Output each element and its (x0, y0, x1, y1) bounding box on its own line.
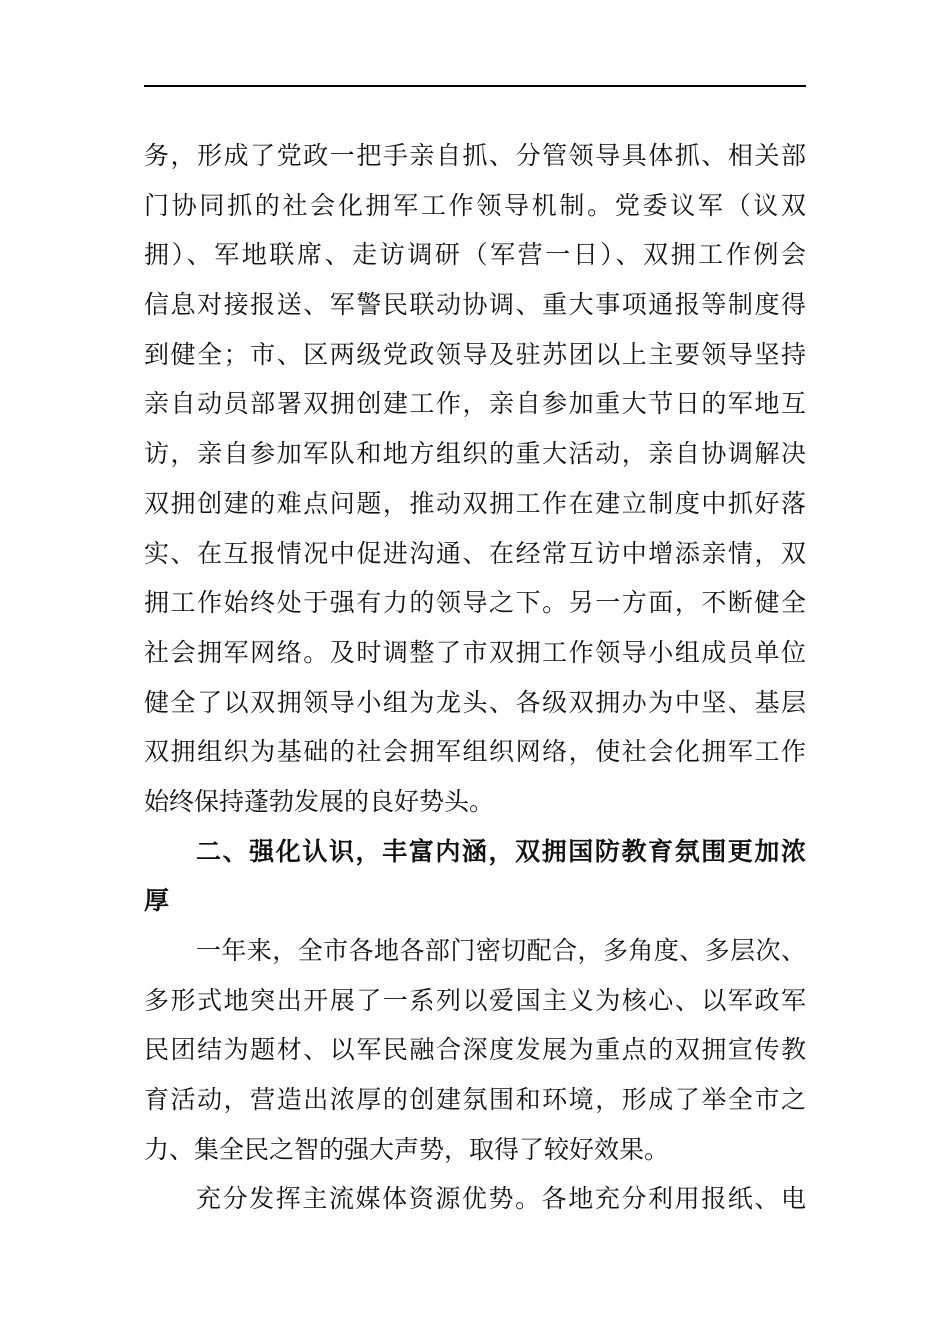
text-line: 访，亲自参加军队和地方组织的重大活动，亲自协调解决 (144, 439, 806, 469)
section-heading (144, 827, 806, 926)
text-line: 拥工作始终处于强有力的领导之下。另一方面，不断健全 (144, 588, 806, 618)
text-line: 实、在互报情况中促进沟通、在经常互访中增添亲情，双 (144, 538, 806, 568)
text-line: 门协同抓的社会化拥军工作领导机制。党委议军（议双 (144, 190, 806, 220)
text-line: 充分发挥主流媒体资源优势。各地充分利用报纸、电 (196, 1184, 806, 1214)
text-line: 始终保持蓬勃发展的良好势头。 (144, 786, 495, 816)
document-body (144, 131, 806, 1224)
text-line: 力、集全民之智的强大声势，取得了较好效果。 (144, 1134, 670, 1164)
text-line: 双拥创建的难点问题，推动双拥工作在建立制度中抓好落 (144, 488, 806, 518)
heading-line: 二、强化认识，丰富内涵，双拥国防教育氛围更加浓 (196, 836, 806, 866)
text-line: 双拥组织为基础的社会拥军组织网络，使社会化拥军工作 (144, 737, 806, 767)
text-line: 多形式地突出开展了一系列以爱国主义为核心、以军政军 (144, 985, 806, 1015)
text-line: 育活动，营造出浓厚的创建氛围和环境，形成了举全市之 (144, 1085, 806, 1115)
text-line: 民团结为题材、以军民融合深度发展为重点的双拥宣传教 (144, 1035, 806, 1065)
text-line: 亲自动员部署双拥创建工作，亲自参加重大节日的军地互 (144, 389, 806, 419)
paragraph (144, 926, 806, 1174)
text-line: 务，形成了党政一把手亲自抓、分管领导具体抓、相关部 (144, 141, 806, 170)
text-line: 拥）、军地联席、走访调研（军营一日）、双拥工作例会 (144, 240, 806, 270)
text-line: 一年来，全市各地各部门密切配合，多角度、多层次、 (196, 936, 806, 965)
paragraph (144, 1174, 806, 1224)
text-line: 信息对接报送、军警民联动协调、重大事项通报等制度得 (144, 290, 806, 320)
text-line: 到健全；市、区两级党政领导及驻苏团以上主要领导坚持 (144, 339, 806, 369)
text-line: 社会拥军网络。及时调整了市双拥工作领导小组成员单位 (144, 637, 806, 667)
header-rule (144, 85, 806, 87)
text-line: 健全了以双拥领导小组为龙头、各级双拥办为中坚、基层 (144, 687, 806, 717)
heading-line: 厚 (144, 886, 170, 916)
paragraph (144, 131, 806, 827)
